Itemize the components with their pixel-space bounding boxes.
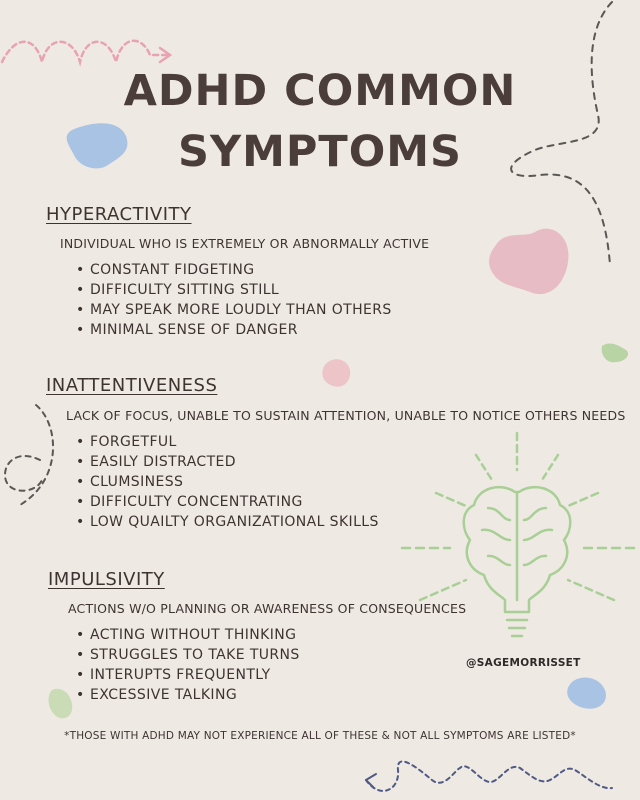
footnote: *THOSE WITH ADHD MAY NOT EXPERIENCE ALL OF THESE & NOT ALL SYMPTOMS ARE LISTED* <box>64 730 576 742</box>
symptom-list-inattentiveness <box>76 432 379 532</box>
section-heading-hyperactivity: HYPERACTIVITY <box>46 204 192 225</box>
pink-blob-large <box>489 229 568 295</box>
list-item: • DIFFICULTY SITTING STILL <box>76 280 392 300</box>
section-description-hyperactivity: INDIVIDUAL WHO IS EXTREMELY OR ABNORMALLY ACTIVE <box>60 236 430 251</box>
list-item: • FORGETFUL <box>76 432 379 452</box>
list-item: • DIFFICULTY CONCENTRATING <box>76 492 379 512</box>
blue-blob-bottom <box>567 678 606 709</box>
list-item: • CLUMSINESS <box>76 472 379 492</box>
symptom-list-impulsivity <box>76 625 300 705</box>
list-item: • EXCESSIVE TALKING <box>76 685 300 705</box>
symptom-list-hyperactivity <box>76 260 392 340</box>
list-item: • ACTING WITHOUT THINKING <box>76 625 300 645</box>
list-item: • INTERUPTS FREQUENTLY <box>76 665 300 685</box>
list-item: • LOW QUAILTY ORGANIZATIONAL SKILLS <box>76 512 379 532</box>
navy-arrow-icon <box>366 761 612 790</box>
pink-blob-small <box>322 359 350 387</box>
list-item: • MINIMAL SENSE OF DANGER <box>76 320 392 340</box>
list-item: • CONSTANT FIDGETING <box>76 260 392 280</box>
green-blob-small <box>602 343 628 362</box>
title-line-2: SYMPTOMS <box>177 127 463 177</box>
list-item: • EASILY DISTRACTED <box>76 452 379 472</box>
section-description-inattentiveness: LACK OF FOCUS, UNABLE TO SUSTAIN ATTENTION, UNABLE TO NOTICE OTHERS NEEDS <box>66 408 626 423</box>
list-item: • MAY SPEAK MORE LOUDLY THAN OTHERS <box>76 300 392 320</box>
title-line-1: ADHD COMMON <box>123 66 517 116</box>
section-heading-inattentiveness: INATTENTIVENESS <box>46 375 218 396</box>
pink-arrow-icon <box>2 41 170 62</box>
green-blob-bottom <box>49 689 73 719</box>
dashed-curve-left <box>5 405 53 505</box>
section-description-impulsivity: ACTIONS W/O PLANNING OR AWARENESS OF CONSEQUENCES <box>68 601 467 616</box>
author-handle: @SAGEMORRISSET <box>466 657 581 669</box>
section-heading-impulsivity: IMPULSIVITY <box>48 569 165 590</box>
list-item: • STRUGGLES TO TAKE TURNS <box>76 645 300 665</box>
